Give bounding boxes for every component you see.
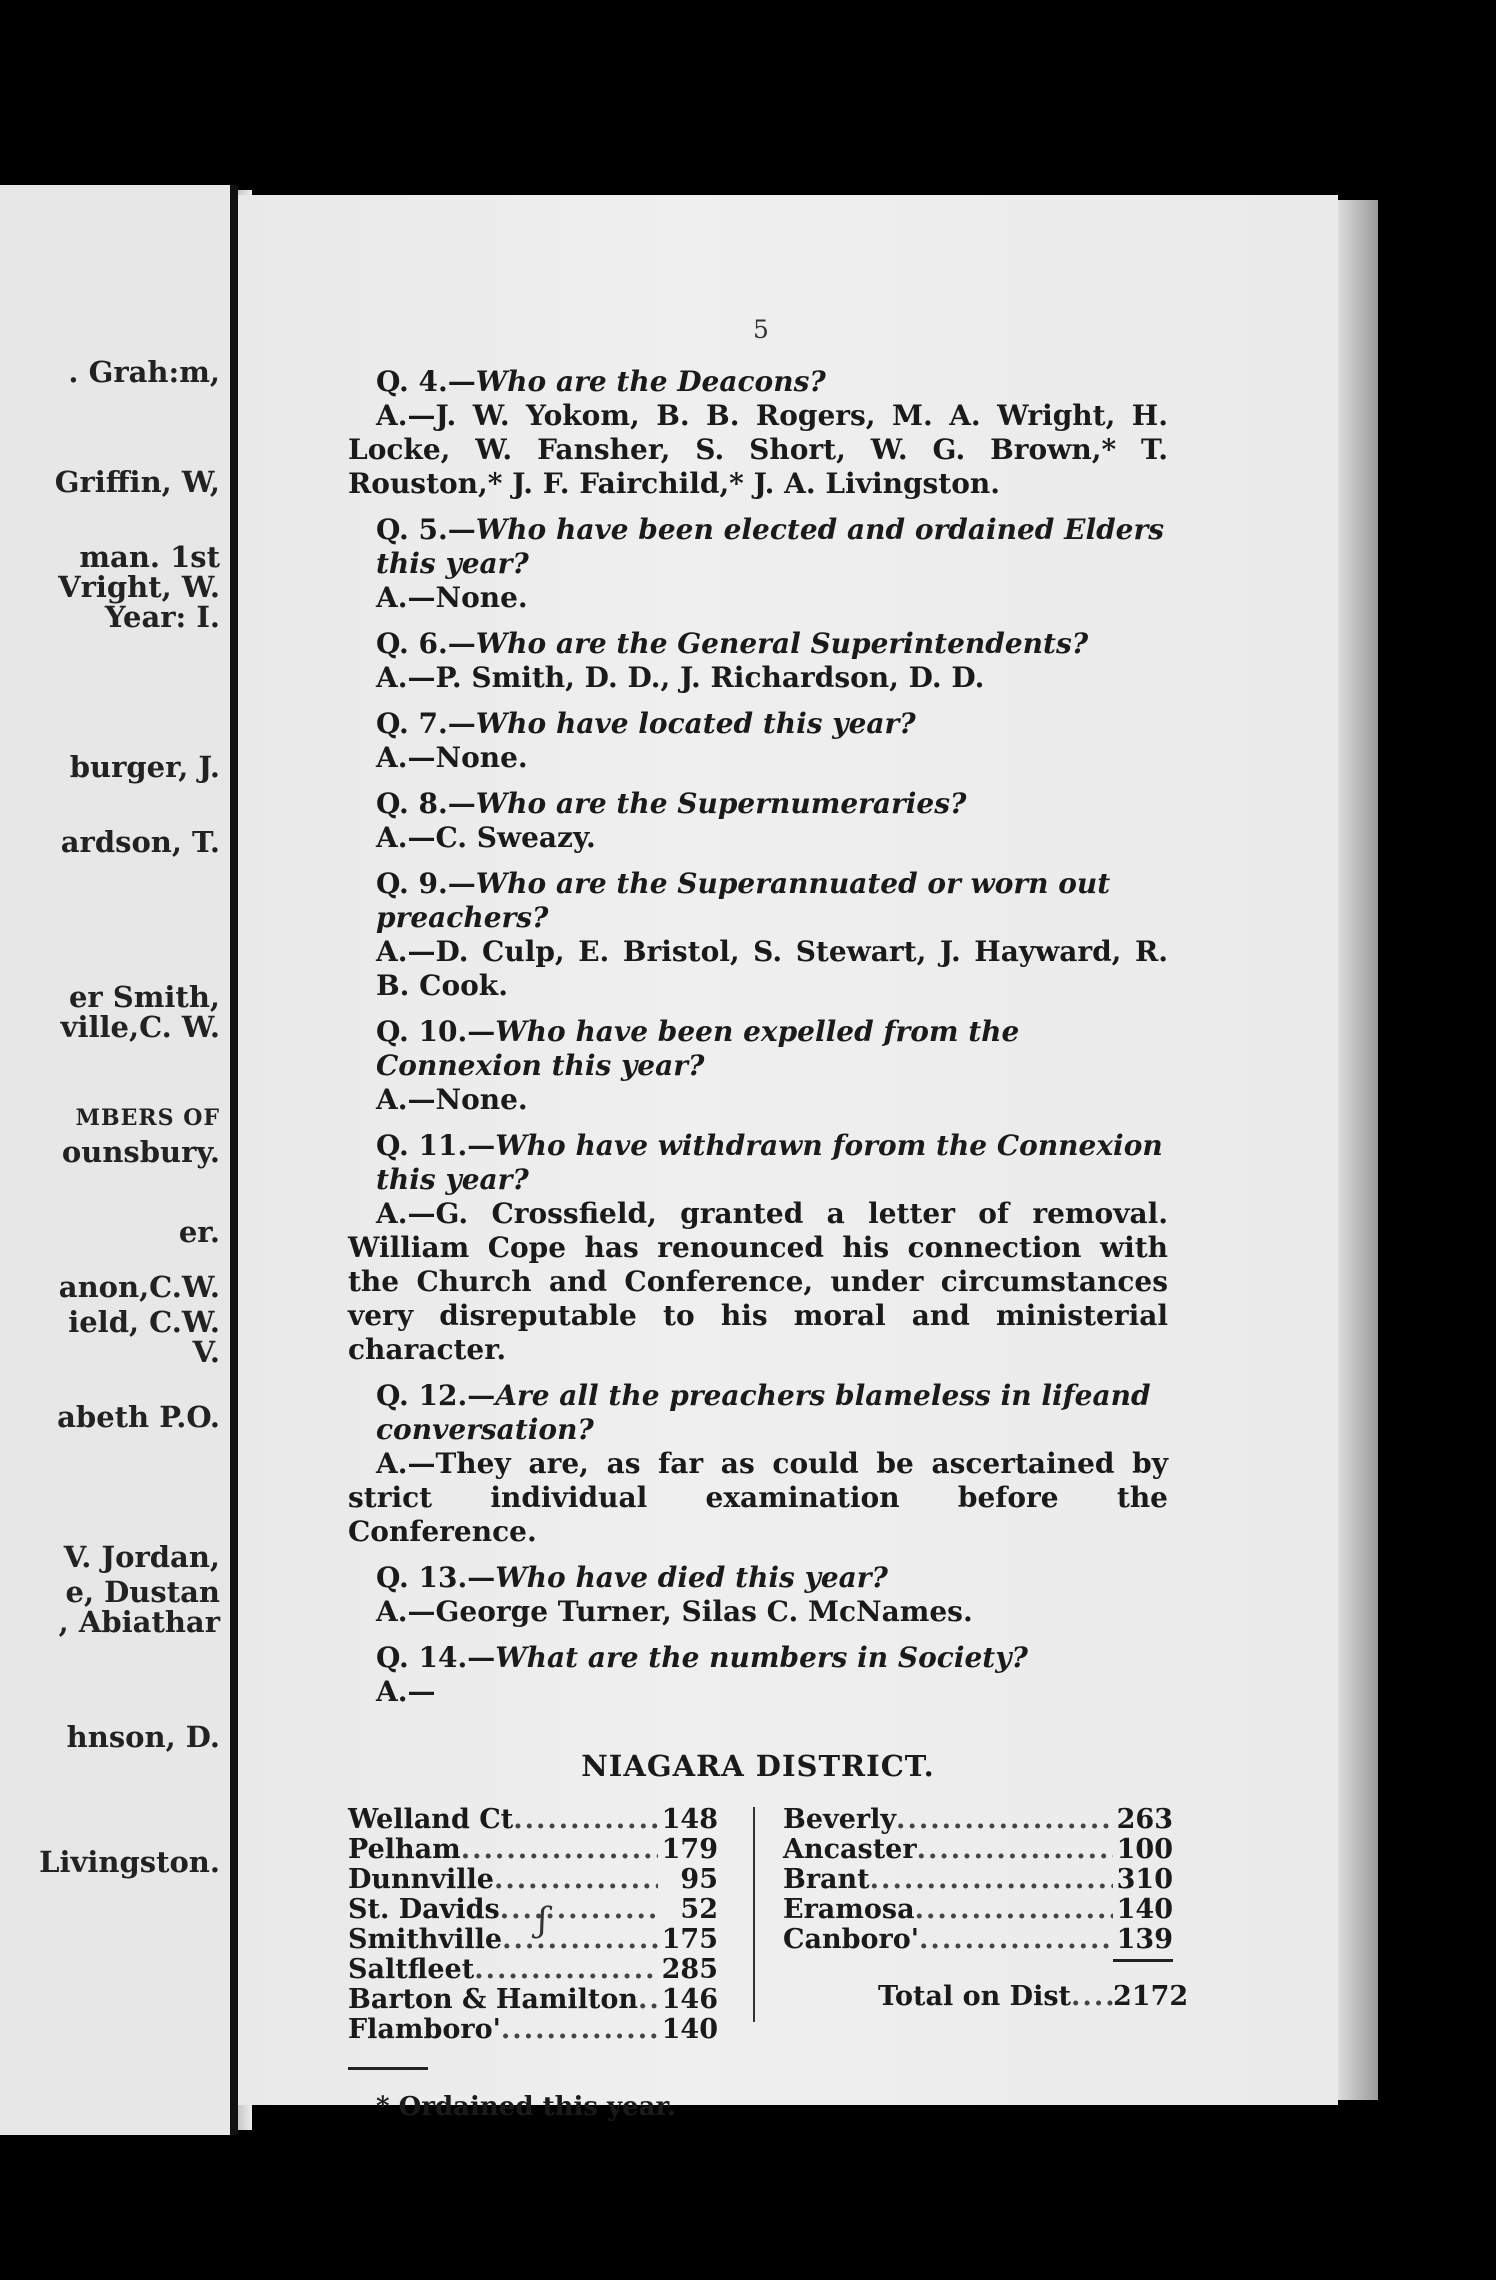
leader-dots (638, 1985, 658, 2015)
qa-item-12 (348, 1379, 1168, 1549)
left-page-line: ounsbury. (61, 1135, 220, 1169)
left-page-line: abeth P.O. (57, 1400, 220, 1434)
footnote-rule (348, 2067, 428, 2070)
leader-dots (919, 1925, 1113, 1955)
leader-dots (1071, 1982, 1113, 2012)
circuit-count: 148 (661, 1804, 718, 1835)
question (348, 707, 1168, 741)
question-number: Q. 11.— (376, 1129, 496, 1162)
circuit-count: 140 (1116, 1894, 1173, 1925)
leader-dots (896, 1805, 1113, 1835)
circuit-name: Eramosa (783, 1894, 915, 1925)
question-number: Q. 4.— (376, 365, 476, 398)
left-page-line: ield, C.W. (68, 1305, 220, 1339)
circuit-count: 175 (661, 1924, 718, 1955)
circuit-count: 263 (1116, 1804, 1173, 1835)
pen-mark: ʃ (538, 1900, 548, 1940)
qa-item-9 (348, 867, 1168, 1003)
question-text: Who have been expelled from the Connexion this year? (376, 1015, 1020, 1082)
question-text: Who are the Superannuated or worn out preachers? (376, 867, 1111, 934)
circuit-name: Brant (783, 1864, 870, 1895)
left-page-line: man. 1st (79, 540, 220, 574)
answer: A.— (376, 1675, 436, 1708)
circuit-row (783, 1925, 1173, 1955)
qa-item-7 (348, 707, 1168, 775)
circuit-row (783, 1835, 1173, 1865)
circuit-row (348, 1865, 718, 1895)
circuit-count: 310 (1116, 1864, 1173, 1895)
circuit-row (348, 1955, 718, 1985)
left-page-line: . Grah:m, (68, 355, 220, 389)
leader-dots (915, 1895, 1113, 1925)
left-page-line: V. (192, 1335, 220, 1369)
circuit-row (348, 1805, 718, 1835)
circuit-row (348, 1925, 718, 1955)
left-page-line: Year: I. (104, 600, 220, 634)
question-number: Q. 5.— (376, 513, 476, 546)
left-page-line: er. (178, 1215, 220, 1249)
left-page-line: ville,C. W. (60, 1010, 220, 1044)
circuit-name: Pelham (348, 1834, 461, 1865)
question-number: Q. 8.— (376, 787, 476, 820)
leader-dots (474, 1955, 658, 1985)
qa-item-10 (348, 1015, 1168, 1117)
question (348, 513, 1168, 581)
question-number: Q. 9.— (376, 867, 476, 900)
question-number: Q. 6.— (376, 627, 476, 660)
answer: A.—D. Culp, E. Bristol, S. Stewart, J. Hayward, R. B. Cook. (376, 935, 1168, 1002)
left-page-line: e, Dustan (65, 1575, 220, 1609)
circuit-name: Beverly (783, 1804, 897, 1835)
footnote: * Ordained this year. (376, 2092, 676, 2122)
question (348, 1641, 1168, 1675)
circuit-count: 146 (661, 1984, 718, 2015)
circuit-name: Welland Ct (348, 1804, 514, 1835)
left-page-line: Vright, W. (58, 570, 220, 604)
sum-rule (1113, 1959, 1173, 1962)
circuit-count: 285 (661, 1954, 718, 1985)
question-text: Who are the General Superintendents? (475, 627, 1089, 660)
qa-item-4 (348, 365, 1168, 501)
left-page-line: MBERS OF (75, 1105, 220, 1131)
question-text: Who are the Supernumeraries? (475, 787, 967, 820)
district-title: NIAGARA DISTRICT. (581, 1749, 935, 1783)
question-text: Are all the preachers blameless in lifeand conversation? (376, 1379, 1151, 1446)
question (348, 1015, 1168, 1083)
qa-item-13 (348, 1561, 1168, 1629)
leader-dots (917, 1835, 1113, 1865)
circuit-count: 52 (680, 1894, 718, 1925)
main-page (238, 195, 1338, 2122)
left-page-fragment (0, 185, 230, 2135)
left-page-line: V. Jordan, (63, 1540, 220, 1574)
question-text: Who are the Deacons? (475, 365, 826, 398)
question-text: Who have died this year? (495, 1561, 888, 1594)
leader-dots (494, 1865, 658, 1895)
district-right-column (783, 1804, 1189, 2012)
question-text: What are the numbers in Society? (495, 1641, 1028, 1674)
total-label: Total on Dist (878, 1981, 1072, 2012)
circuit-name: Canboro' (783, 1924, 920, 1955)
answer: A.—G. Crossfield, granted a letter of removal. William Cope has renounced his connection with the Church and Conference, under circumstances very disreputable to his moral and ministerial character. (348, 1197, 1168, 1366)
page-content (348, 365, 1189, 2124)
circuit-count: 179 (661, 1834, 718, 1865)
district-left-column (348, 1805, 718, 2045)
circuit-count: 100 (1116, 1834, 1173, 1865)
total-value: 2172 (1113, 1981, 1189, 2012)
left-page-line: ardson, T. (60, 825, 220, 859)
question-number: Q. 14.— (376, 1641, 496, 1674)
leader-dots (501, 2015, 658, 2045)
circuit-name: Saltfleet (348, 1954, 475, 1985)
circuit-count: 95 (680, 1864, 718, 1895)
district-table (348, 1804, 1189, 2045)
question (348, 1129, 1168, 1197)
question-text: Who have been elected and ordained Elders this year? (376, 513, 1164, 580)
question-text: Who have located this year? (475, 707, 916, 740)
answer: A.—George Turner, Silas C. McNames. (376, 1595, 973, 1628)
left-page-line: hnson, D. (66, 1720, 220, 1754)
question-number: Q. 7.— (376, 707, 476, 740)
question (348, 1379, 1168, 1447)
left-page-line: burger, J. (69, 750, 220, 784)
question (348, 365, 1168, 399)
circuit-count: 139 (1116, 1924, 1173, 1955)
answer: A.—They are, as far as could be ascertained by strict individual examination before the Conference. (348, 1447, 1168, 1548)
leader-dots (502, 1925, 658, 1955)
circuit-count: 140 (661, 2014, 718, 2045)
circuit-row (783, 1805, 1173, 1835)
left-page-line: anon,C.W. (58, 1270, 220, 1304)
circuit-row (348, 2015, 718, 2045)
circuit-row (783, 1865, 1173, 1895)
book-gutter (230, 185, 238, 2135)
circuit-name: Barton & Hamilton (348, 1984, 639, 2015)
circuit-row (348, 1835, 718, 1865)
qa-item-6 (348, 627, 1168, 695)
left-page-line: er Smith, (68, 980, 220, 1014)
answer: A.—P. Smith, D. D., J. Richardson, D. D. (376, 661, 985, 694)
question-number: Q. 13.— (376, 1561, 496, 1594)
circuit-row (348, 1895, 718, 1925)
qa-item-14 (348, 1641, 1168, 1709)
answer: A.—None. (376, 741, 528, 774)
circuit-row (783, 1895, 1173, 1925)
qa-item-11 (348, 1129, 1168, 1367)
question (348, 1561, 1168, 1595)
qa-item-8 (348, 787, 1168, 855)
circuit-name: Ancaster (783, 1834, 917, 1865)
leader-dots (870, 1865, 1113, 1895)
leader-dots (500, 1895, 658, 1925)
left-page-line: Griffin, W, (54, 465, 220, 499)
circuit-name: Flamboro' (348, 2014, 501, 2045)
page-edge-shadow (1338, 200, 1378, 2100)
left-page-line: , Abiathar (58, 1605, 220, 1639)
circuit-name: Dunnville (348, 1864, 494, 1895)
question-number: Q. 12.— (376, 1379, 496, 1412)
left-page-line: Livingston. (39, 1845, 220, 1879)
column-divider (753, 1807, 755, 2022)
question-number: Q. 10.— (376, 1015, 496, 1048)
answer: A.—None. (376, 581, 528, 614)
answer: A.—None. (376, 1083, 528, 1116)
qa-item-5 (348, 513, 1168, 615)
question (348, 787, 1168, 821)
circuit-row (348, 1985, 718, 2015)
question (348, 627, 1168, 661)
circuit-name: St. Davids (348, 1894, 500, 1925)
question (348, 867, 1168, 935)
leader-dots (513, 1805, 658, 1835)
question-text: Who have withdrawn forom the Connexion this year? (376, 1129, 1163, 1196)
answer: A.—J. W. Yokom, B. B. Rogers, M. A. Wright, H. Locke, W. Fansher, S. Short, W. G. Brown,* T. Rouston,* J. F. Fairchild,* J. A. Livingston. (348, 399, 1168, 500)
leader-dots (461, 1835, 658, 1865)
circuit-name: Smithville (348, 1924, 503, 1955)
district-total-row (783, 1981, 1189, 2012)
answer: A.—C. Sweazy. (376, 821, 596, 854)
page-number: 5 (753, 315, 769, 344)
